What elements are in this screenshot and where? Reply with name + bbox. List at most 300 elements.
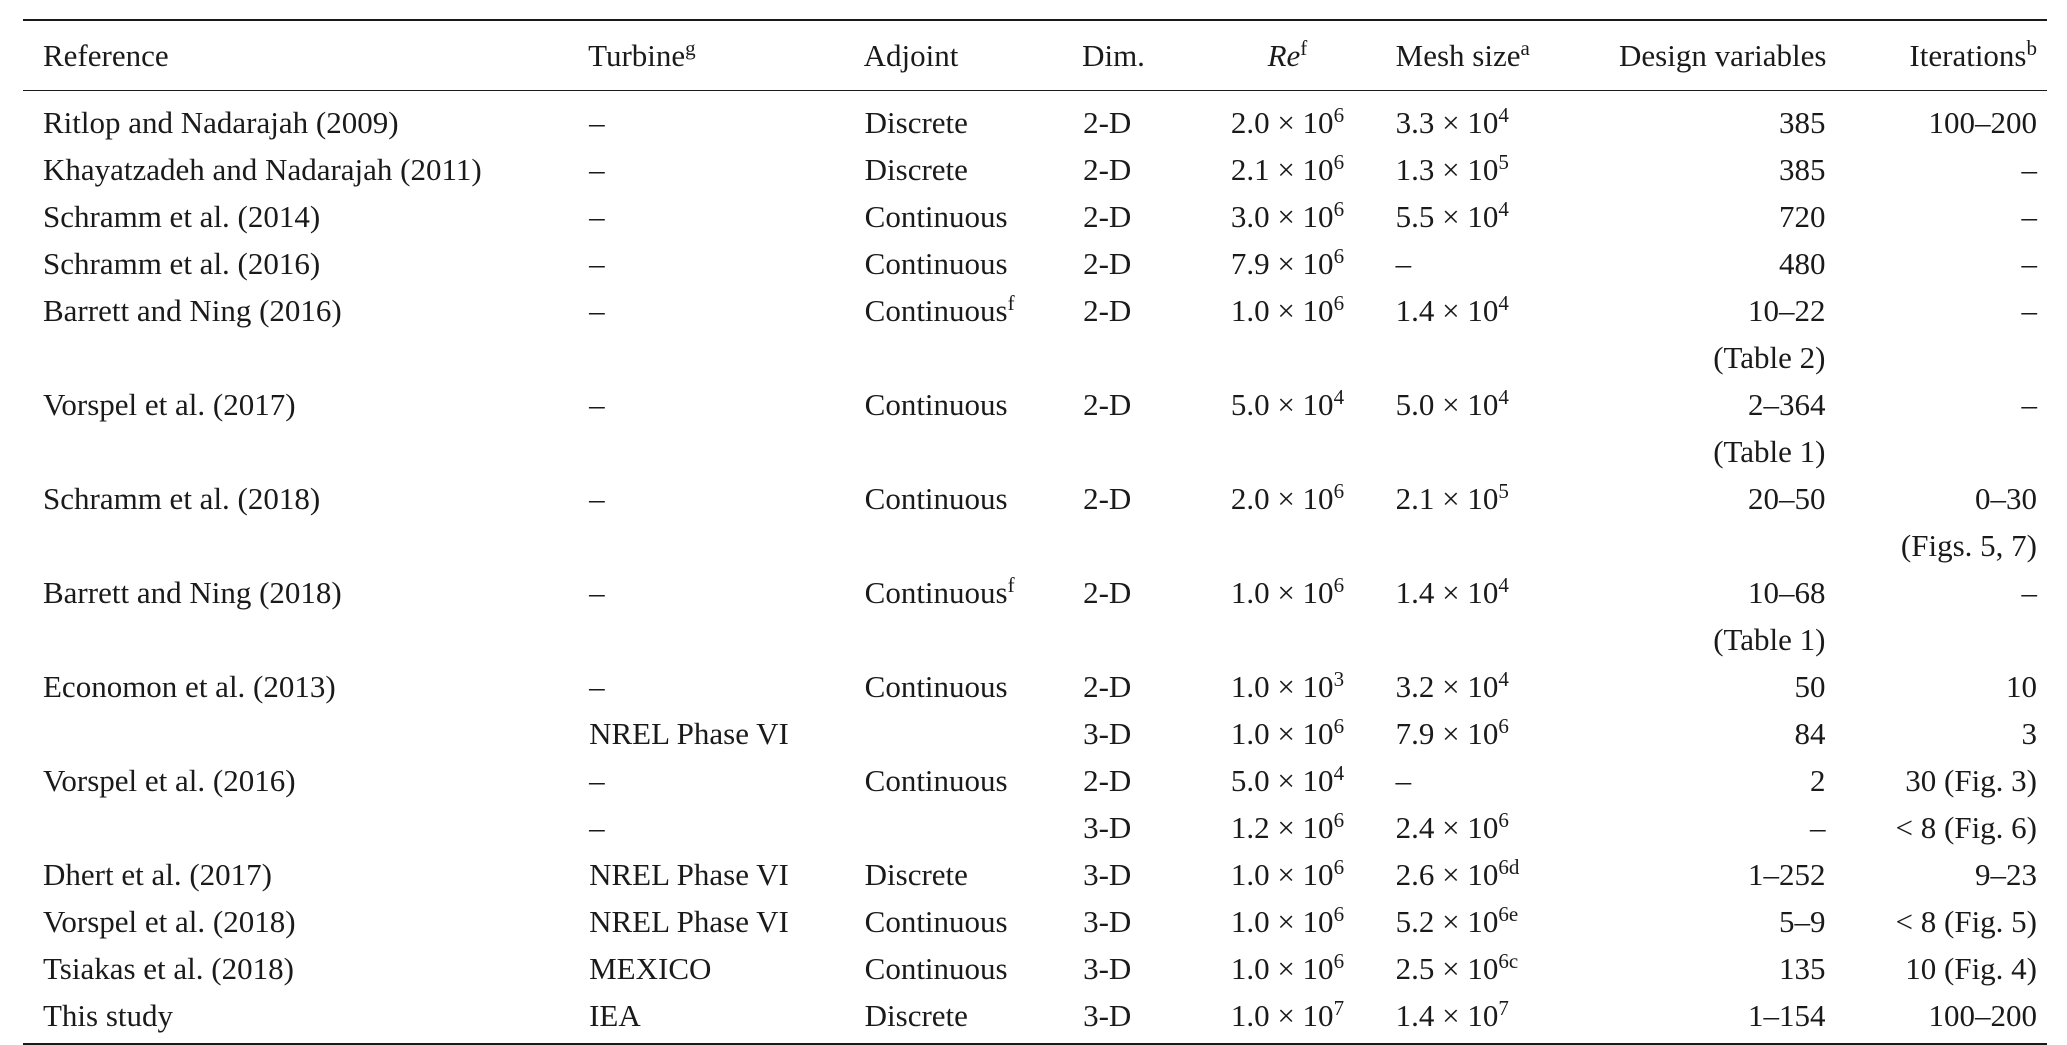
adjoint-text: Continuous (864, 950, 1008, 986)
dim-text: 3-D (1083, 950, 1132, 986)
reference-text: Khayatzadeh and Nadarajah (2011) (43, 151, 482, 187)
cell-reference (23, 569, 588, 616)
turbine-text: – (589, 574, 605, 610)
adjoint-text: Discrete (864, 104, 968, 140)
cell-reynolds (1197, 475, 1377, 522)
times-sign: × 10 (1269, 997, 1334, 1033)
cell-reynolds (1197, 287, 1377, 334)
cell-reynolds (1197, 757, 1377, 804)
adjoint-text: Continuous (864, 198, 1008, 234)
iterations-text: 0–30 (1975, 480, 2037, 516)
cell-dim (1082, 992, 1197, 1044)
iterations-text: 9–23 (1975, 856, 2037, 892)
mesh-exponent: 6 (1498, 713, 1509, 738)
adjoint-text: Continuous (864, 480, 1008, 516)
times-sign: × 10 (1269, 198, 1334, 234)
turbine-text: NREL Phase VI (589, 903, 789, 939)
reference-text: Barrett and Ning (2016) (43, 292, 342, 328)
mesh-exponent: 6 (1498, 807, 1509, 832)
cell-design-variables (1601, 945, 1826, 992)
reynolds-exponent: 6 (1333, 854, 1345, 879)
table-row (23, 90, 2047, 146)
adjoint-text: Continuous (864, 386, 1008, 422)
times-sign: × 10 (1269, 715, 1334, 751)
cell-adjoint (864, 757, 1082, 804)
table-row (23, 146, 2047, 193)
cell-reference (23, 804, 588, 851)
reynolds-mantissa: 1.2 (1230, 809, 1270, 845)
times-sign: × 10 (1434, 292, 1499, 328)
cell-dim (1082, 663, 1197, 710)
adjoint-text: Discrete (864, 151, 968, 187)
adjoint-text: Continuous (864, 762, 1008, 798)
cell-mesh-size (1378, 898, 1601, 945)
mesh-exponent: 6 (1498, 854, 1509, 879)
reference-text: Vorspel et al. (2017) (43, 386, 296, 422)
reynolds-mantissa: 5.0 (1230, 762, 1270, 798)
reynolds-exponent: 6 (1333, 478, 1345, 503)
table-row (23, 334, 2047, 381)
cell-adjoint (864, 945, 1082, 992)
cell-dim (1082, 428, 1197, 475)
reference-text: Tsiakas et al. (2018) (43, 950, 294, 986)
cell-turbine (588, 851, 864, 898)
adjoint-text: Discrete (864, 997, 968, 1033)
cell-dim (1082, 381, 1197, 428)
reynolds-exponent: 3 (1333, 666, 1345, 691)
cell-iterations (1827, 757, 2048, 804)
cell-dim (1082, 146, 1197, 193)
table-row (23, 193, 2047, 240)
cell-mesh-size (1378, 710, 1601, 757)
reference-text: Dhert et al. (2017) (43, 856, 272, 892)
turbine-text: – (589, 668, 605, 704)
cell-reference (23, 146, 588, 193)
cell-dim (1082, 898, 1197, 945)
times-sign: × 10 (1269, 480, 1334, 516)
cell-dim (1082, 334, 1197, 381)
comparison-table (23, 19, 2047, 1045)
cell-mesh-size (1378, 804, 1601, 851)
cell-adjoint (864, 240, 1082, 287)
dim-text: 3-D (1083, 809, 1132, 845)
design-variables-text: 84 (1794, 715, 1826, 751)
times-sign: × 10 (1434, 480, 1499, 516)
times-sign: × 10 (1434, 151, 1499, 187)
cell-design-variables (1601, 898, 1826, 945)
cell-design-variables (1601, 287, 1826, 334)
cell-dim (1082, 240, 1197, 287)
cell-adjoint (864, 193, 1082, 240)
cell-iterations (1827, 710, 2048, 757)
dim-text: 2-D (1083, 668, 1132, 704)
iterations-text: 100–200 (1928, 104, 2037, 140)
mesh-exponent: 6 (1498, 948, 1509, 973)
reynolds-mantissa: 2.1 (1230, 151, 1270, 187)
cell-turbine (588, 804, 864, 851)
times-sign: × 10 (1434, 574, 1499, 610)
mesh-exponent: 4 (1498, 666, 1509, 691)
iterations-text: 10 (2006, 668, 2037, 704)
cell-mesh-size (1378, 287, 1601, 334)
adjoint-text: Continuous (864, 574, 1008, 610)
cell-turbine (588, 945, 864, 992)
cell-mesh-size (1378, 757, 1601, 804)
header-iterations: Iterations$^b$ (1827, 20, 2048, 90)
cell-turbine (588, 428, 864, 475)
reference-text: Ritlop and Nadarajah (2009) (43, 104, 399, 140)
header-adjoint: Adjoint (864, 20, 1082, 90)
mesh-exponent: 6 (1498, 901, 1509, 926)
cell-iterations (1827, 90, 2048, 146)
cell-reynolds (1197, 710, 1377, 757)
header-turbine: Turbine$^g$ (588, 20, 864, 90)
design-variables-text: 2 (1810, 762, 1826, 798)
cell-iterations (1827, 945, 2048, 992)
design-variables-text: (Table 1) (1713, 433, 1826, 469)
table-row (23, 804, 2047, 851)
iterations-text: – (2021, 292, 2037, 328)
cell-iterations (1827, 522, 2048, 569)
cell-dim (1082, 757, 1197, 804)
times-sign: × 10 (1434, 104, 1499, 140)
turbine-text: – (589, 245, 605, 281)
reynolds-mantissa: 3.0 (1230, 198, 1270, 234)
cell-mesh-size (1378, 146, 1601, 193)
turbine-text: – (589, 292, 605, 328)
adjoint-text: Continuous (864, 903, 1008, 939)
turbine-text: MEXICO (589, 950, 712, 986)
iterations-text: 10 (Fig. 4) (1905, 950, 2037, 986)
design-variables-text: 1–154 (1748, 997, 1826, 1033)
iterations-text: 100–200 (1928, 997, 2037, 1033)
mesh-text: – (1395, 762, 1412, 798)
design-variables-text: 385 (1779, 151, 1826, 187)
reference-text: Vorspel et al. (2018) (43, 903, 296, 939)
cell-adjoint (864, 428, 1082, 475)
cell-design-variables (1601, 475, 1826, 522)
adjoint-text: Continuous (864, 292, 1008, 328)
dim-text: 2-D (1083, 480, 1132, 516)
cell-design-variables (1601, 193, 1826, 240)
header-reynolds: Re$^f$ (1197, 20, 1377, 90)
cell-design-variables (1601, 240, 1826, 287)
cell-reference (23, 663, 588, 710)
reynolds-mantissa: 1.0 (1230, 574, 1270, 610)
cell-mesh-size (1378, 992, 1601, 1044)
adjoint-footnote: f (1007, 572, 1015, 597)
mesh-footnote: c (1508, 948, 1519, 973)
cell-dim (1082, 710, 1197, 757)
cell-reynolds (1197, 193, 1377, 240)
table-row (23, 240, 2047, 287)
cell-reynolds (1197, 146, 1377, 193)
cell-turbine (588, 381, 864, 428)
dim-text: 2-D (1083, 198, 1132, 234)
turbine-text: – (589, 104, 605, 140)
table-row (23, 522, 2047, 569)
header-dim: Dim. (1082, 20, 1197, 90)
reynolds-exponent: 6 (1333, 948, 1345, 973)
cell-iterations (1827, 428, 2048, 475)
table-row (23, 287, 2047, 334)
reference-text: Schramm et al. (2016) (43, 245, 321, 281)
cell-turbine (588, 334, 864, 381)
adjoint-text: Continuous (864, 245, 1008, 281)
table-row (23, 475, 2047, 522)
cell-iterations (1827, 898, 2048, 945)
times-sign: × 10 (1434, 903, 1499, 939)
reynolds-mantissa: 1.0 (1230, 856, 1270, 892)
mesh-mantissa: 2.1 (1395, 480, 1435, 516)
iterations-text: – (2021, 245, 2037, 281)
reynolds-exponent: 4 (1333, 384, 1345, 409)
cell-reference (23, 90, 588, 146)
reynolds-mantissa: 1.0 (1230, 668, 1270, 704)
cell-dim (1082, 804, 1197, 851)
dim-text: 2-D (1083, 574, 1132, 610)
mesh-mantissa: 1.4 (1395, 292, 1435, 328)
cell-dim (1082, 475, 1197, 522)
cell-turbine (588, 898, 864, 945)
table-row (23, 898, 2047, 945)
cell-turbine (588, 522, 864, 569)
mesh-mantissa: 3.2 (1395, 668, 1435, 704)
reynolds-mantissa: 1.0 (1230, 715, 1270, 751)
reynolds-mantissa: 7.9 (1230, 245, 1270, 281)
mesh-exponent: 4 (1498, 384, 1509, 409)
reynolds-mantissa: 1.0 (1230, 903, 1270, 939)
design-variables-text: 135 (1779, 950, 1826, 986)
reference-text: Schramm et al. (2014) (43, 198, 321, 234)
cell-dim (1082, 616, 1197, 663)
turbine-text: NREL Phase VI (589, 856, 789, 892)
header-row (23, 20, 2047, 90)
cell-mesh-size (1378, 334, 1601, 381)
cell-mesh-size (1378, 616, 1601, 663)
table-row (23, 428, 2047, 475)
cell-iterations (1827, 240, 2048, 287)
mesh-footnote: d (1508, 854, 1520, 879)
cell-mesh-size (1378, 663, 1601, 710)
cell-reference (23, 757, 588, 804)
mesh-mantissa: 2.4 (1395, 809, 1435, 845)
reynolds-mantissa: 2.0 (1230, 104, 1270, 140)
reference-text: Economon et al. (2013) (43, 668, 336, 704)
header-iterations-footnote: b (2026, 35, 2037, 60)
dim-text: 3-D (1083, 903, 1132, 939)
times-sign: × 10 (1434, 809, 1499, 845)
times-sign: × 10 (1434, 386, 1499, 422)
cell-reynolds (1197, 428, 1377, 475)
dim-text: 3-D (1083, 715, 1132, 751)
cell-adjoint (864, 851, 1082, 898)
header-mesh-size: Mesh size$^a$ (1378, 20, 1601, 90)
cell-reference (23, 287, 588, 334)
cell-reference (23, 428, 588, 475)
table-row (23, 945, 2047, 992)
header-reynolds-footnote: f (1300, 35, 1308, 60)
cell-adjoint (864, 663, 1082, 710)
cell-reynolds (1197, 90, 1377, 146)
cell-reference (23, 710, 588, 757)
cell-dim (1082, 522, 1197, 569)
times-sign: × 10 (1269, 104, 1334, 140)
cell-design-variables (1601, 334, 1826, 381)
cell-iterations (1827, 851, 2048, 898)
cell-reynolds (1197, 334, 1377, 381)
mesh-mantissa: 1.4 (1395, 574, 1435, 610)
cell-design-variables (1601, 522, 1826, 569)
iterations-text: – (2021, 151, 2037, 187)
mesh-mantissa: 2.5 (1395, 950, 1435, 986)
times-sign: × 10 (1434, 856, 1499, 892)
reynolds-exponent: 6 (1333, 149, 1345, 174)
cell-iterations (1827, 287, 2048, 334)
cell-iterations (1827, 804, 2048, 851)
table-row (23, 663, 2047, 710)
turbine-text: – (589, 151, 605, 187)
table-row (23, 757, 2047, 804)
cell-reynolds (1197, 569, 1377, 616)
dim-text: 2-D (1083, 762, 1132, 798)
cell-mesh-size (1378, 522, 1601, 569)
cell-design-variables (1601, 757, 1826, 804)
iterations-text: – (2021, 574, 2037, 610)
turbine-text: – (589, 762, 605, 798)
cell-adjoint (864, 804, 1082, 851)
cell-reference (23, 616, 588, 663)
cell-reference (23, 240, 588, 287)
cell-turbine (588, 710, 864, 757)
design-variables-text: 50 (1794, 668, 1826, 704)
dim-text: 3-D (1083, 997, 1132, 1033)
times-sign: × 10 (1269, 292, 1334, 328)
cell-adjoint (864, 381, 1082, 428)
turbine-text: NREL Phase VI (589, 715, 789, 751)
cell-mesh-size (1378, 851, 1601, 898)
reynolds-mantissa: 1.0 (1230, 950, 1270, 986)
cell-dim (1082, 851, 1197, 898)
reynolds-mantissa: 5.0 (1230, 386, 1270, 422)
cell-iterations (1827, 616, 2048, 663)
cell-iterations (1827, 146, 2048, 193)
cell-adjoint (864, 569, 1082, 616)
cell-design-variables (1601, 90, 1826, 146)
mesh-mantissa: 1.4 (1395, 997, 1435, 1033)
table-row (23, 616, 2047, 663)
cell-adjoint (864, 287, 1082, 334)
cell-reference (23, 898, 588, 945)
cell-adjoint (864, 146, 1082, 193)
times-sign: × 10 (1434, 198, 1499, 234)
cell-turbine (588, 992, 864, 1044)
cell-design-variables (1601, 851, 1826, 898)
times-sign: × 10 (1269, 668, 1334, 704)
design-variables-text: 10–68 (1748, 574, 1826, 610)
cell-dim (1082, 287, 1197, 334)
iterations-text: < 8 (Fig. 5) (1895, 903, 2037, 939)
iterations-text: (Figs. 5, 7) (1900, 527, 2037, 563)
mesh-exponent: 4 (1498, 196, 1509, 221)
reference-text: This study (43, 997, 174, 1033)
times-sign: × 10 (1434, 668, 1499, 704)
cell-turbine (588, 240, 864, 287)
cell-turbine (588, 287, 864, 334)
table-row (23, 569, 2047, 616)
cell-mesh-size (1378, 569, 1601, 616)
times-sign: × 10 (1269, 856, 1334, 892)
mesh-mantissa: 7.9 (1395, 715, 1435, 751)
cell-mesh-size (1378, 945, 1601, 992)
cell-reference (23, 193, 588, 240)
cell-reference (23, 992, 588, 1044)
cell-design-variables (1601, 146, 1826, 193)
cell-reynolds (1197, 992, 1377, 1044)
table-body (23, 90, 2047, 1044)
cell-design-variables (1601, 569, 1826, 616)
mesh-mantissa: 2.6 (1395, 856, 1435, 892)
cell-design-variables (1601, 992, 1826, 1044)
cell-adjoint (864, 616, 1082, 663)
reynolds-mantissa: 2.0 (1230, 480, 1270, 516)
cell-iterations (1827, 334, 2048, 381)
mesh-mantissa: 1.3 (1395, 151, 1435, 187)
reynolds-exponent: 6 (1333, 196, 1345, 221)
dim-text: 2-D (1083, 292, 1132, 328)
reynolds-mantissa: 1.0 (1230, 292, 1270, 328)
cell-reynolds (1197, 663, 1377, 710)
times-sign: × 10 (1269, 903, 1334, 939)
cell-turbine (588, 146, 864, 193)
reference-text: Schramm et al. (2018) (43, 480, 321, 516)
mesh-mantissa: 3.3 (1395, 104, 1435, 140)
cell-adjoint (864, 522, 1082, 569)
cell-design-variables (1601, 616, 1826, 663)
cell-reynolds (1197, 945, 1377, 992)
dim-text: 3-D (1083, 856, 1132, 892)
mesh-text: – (1395, 245, 1412, 281)
cell-reynolds (1197, 240, 1377, 287)
table-row (23, 992, 2047, 1044)
dim-text: 2-D (1083, 104, 1132, 140)
turbine-text: IEA (589, 997, 641, 1033)
adjoint-footnote: f (1007, 290, 1015, 315)
design-variables-text: 5–9 (1779, 903, 1826, 939)
reynolds-exponent: 4 (1333, 760, 1345, 785)
cell-adjoint (864, 475, 1082, 522)
cell-mesh-size (1378, 428, 1601, 475)
cell-mesh-size (1378, 381, 1601, 428)
cell-adjoint (864, 334, 1082, 381)
mesh-exponent: 5 (1498, 149, 1509, 174)
cell-adjoint (864, 710, 1082, 757)
cell-mesh-size (1378, 193, 1601, 240)
cell-mesh-size (1378, 240, 1601, 287)
design-variables-text: 720 (1779, 198, 1826, 234)
cell-reynolds (1197, 522, 1377, 569)
table-row (23, 851, 2047, 898)
cell-reynolds (1197, 616, 1377, 663)
dim-text: 2-D (1083, 245, 1132, 281)
cell-dim (1082, 193, 1197, 240)
times-sign: × 10 (1269, 245, 1334, 281)
cell-iterations (1827, 475, 2048, 522)
table-header (23, 20, 2047, 90)
cell-turbine (588, 475, 864, 522)
iterations-text: – (2021, 386, 2037, 422)
times-sign: × 10 (1434, 950, 1499, 986)
